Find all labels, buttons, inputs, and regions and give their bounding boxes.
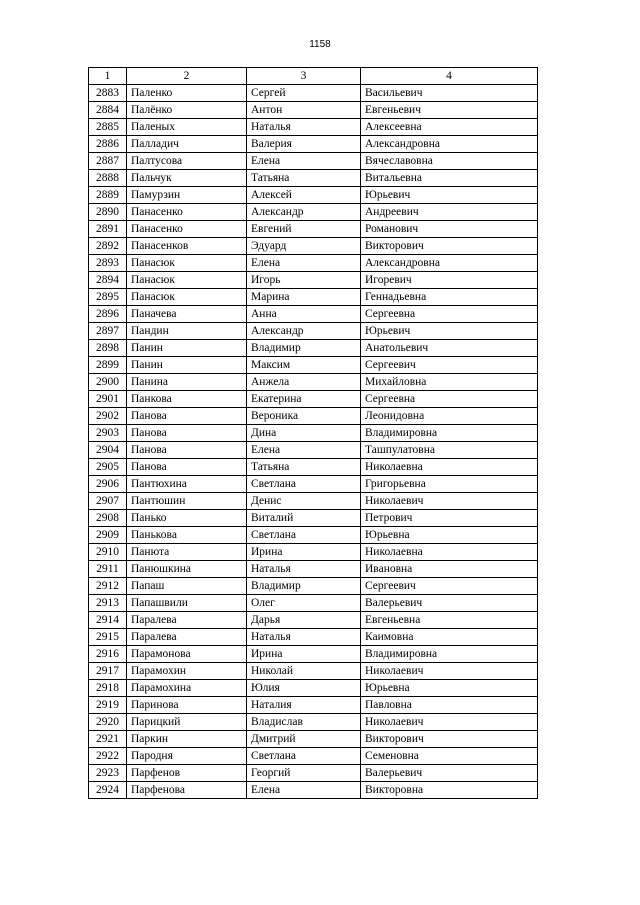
row-number-cell: 2890 <box>89 204 127 221</box>
patronymic-cell: Андреевич <box>361 204 538 221</box>
first-name-cell: Александр <box>247 204 361 221</box>
patronymic-cell: Викторович <box>361 238 538 255</box>
row-number-cell: 2909 <box>89 527 127 544</box>
header-row <box>89 68 538 85</box>
first-name-cell: Эдуард <box>247 238 361 255</box>
patronymic-cell: Павловна <box>361 697 538 714</box>
table-row <box>89 170 538 187</box>
table-row <box>89 748 538 765</box>
patronymic-cell: Евгеньевич <box>361 102 538 119</box>
row-number-cell: 2884 <box>89 102 127 119</box>
table-row <box>89 561 538 578</box>
patronymic-cell: Михайловна <box>361 374 538 391</box>
row-number-cell: 2902 <box>89 408 127 425</box>
table-row <box>89 731 538 748</box>
last-name-cell: Панин <box>127 357 247 374</box>
first-name-cell: Игорь <box>247 272 361 289</box>
last-name-cell: Паленко <box>127 85 247 102</box>
last-name-cell: Паралева <box>127 612 247 629</box>
first-name-cell: Денис <box>247 493 361 510</box>
table-row <box>89 612 538 629</box>
row-number-cell: 2885 <box>89 119 127 136</box>
last-name-cell: Памурзин <box>127 187 247 204</box>
table-row <box>89 238 538 255</box>
last-name-cell: Пантюшин <box>127 493 247 510</box>
last-name-cell: Панина <box>127 374 247 391</box>
patronymic-cell: Александровна <box>361 255 538 272</box>
first-name-cell: Валерия <box>247 136 361 153</box>
table-row <box>89 493 538 510</box>
first-name-cell: Елена <box>247 153 361 170</box>
table-row <box>89 272 538 289</box>
first-name-cell: Георгий <box>247 765 361 782</box>
last-name-cell: Панова <box>127 425 247 442</box>
last-name-cell: Панасенко <box>127 221 247 238</box>
first-name-cell: Алексей <box>247 187 361 204</box>
row-number-cell: 2889 <box>89 187 127 204</box>
table-row <box>89 510 538 527</box>
table-row <box>89 306 538 323</box>
row-number-cell: 2892 <box>89 238 127 255</box>
patronymic-cell: Сергеевна <box>361 391 538 408</box>
table-row <box>89 697 538 714</box>
table-row <box>89 680 538 697</box>
patronymic-cell: Анатольевич <box>361 340 538 357</box>
last-name-cell: Панасюк <box>127 289 247 306</box>
first-name-cell: Светлана <box>247 476 361 493</box>
first-name-cell: Николай <box>247 663 361 680</box>
table-row <box>89 357 538 374</box>
last-name-cell: Пандин <box>127 323 247 340</box>
table-row <box>89 85 538 102</box>
patronymic-cell: Валерьевич <box>361 765 538 782</box>
last-name-cell: Панкова <box>127 391 247 408</box>
first-name-cell: Наталья <box>247 561 361 578</box>
patronymic-cell: Николаевич <box>361 663 538 680</box>
table-row <box>89 476 538 493</box>
first-name-cell: Владимир <box>247 578 361 595</box>
patronymic-cell: Васильевич <box>361 85 538 102</box>
last-name-cell: Парамонова <box>127 646 247 663</box>
table-header <box>89 68 538 85</box>
table-row <box>89 391 538 408</box>
row-number-cell: 2920 <box>89 714 127 731</box>
last-name-cell: Пантюхина <box>127 476 247 493</box>
first-name-cell: Вероника <box>247 408 361 425</box>
patronymic-cell: Валерьевич <box>361 595 538 612</box>
row-number-cell: 2896 <box>89 306 127 323</box>
patronymic-cell: Владимировна <box>361 646 538 663</box>
table-row <box>89 221 538 238</box>
row-number-cell: 2901 <box>89 391 127 408</box>
first-name-cell: Елена <box>247 255 361 272</box>
patronymic-cell: Леонидовна <box>361 408 538 425</box>
first-name-cell: Дина <box>247 425 361 442</box>
table-row <box>89 425 538 442</box>
patronymic-cell: Григорьевна <box>361 476 538 493</box>
last-name-cell: Парицкий <box>127 714 247 731</box>
row-number-cell: 2918 <box>89 680 127 697</box>
first-name-cell: Владимир <box>247 340 361 357</box>
row-number-cell: 2919 <box>89 697 127 714</box>
patronymic-cell: Николаевна <box>361 544 538 561</box>
first-name-cell: Дарья <box>247 612 361 629</box>
row-number-cell: 2891 <box>89 221 127 238</box>
patronymic-cell: Сергеевич <box>361 578 538 595</box>
last-name-cell: Панько <box>127 510 247 527</box>
last-name-cell: Панова <box>127 442 247 459</box>
table-row <box>89 204 538 221</box>
first-name-cell: Максим <box>247 357 361 374</box>
patronymic-cell: Юрьевна <box>361 527 538 544</box>
row-number-cell: 2908 <box>89 510 127 527</box>
table-row <box>89 408 538 425</box>
first-name-cell: Виталий <box>247 510 361 527</box>
last-name-cell: Панькова <box>127 527 247 544</box>
row-number-cell: 2913 <box>89 595 127 612</box>
last-name-cell: Паначева <box>127 306 247 323</box>
row-number-cell: 2894 <box>89 272 127 289</box>
patronymic-cell: Николаевна <box>361 459 538 476</box>
last-name-cell: Папашвили <box>127 595 247 612</box>
row-number-cell: 2899 <box>89 357 127 374</box>
first-name-cell: Антон <box>247 102 361 119</box>
first-name-cell: Анна <box>247 306 361 323</box>
first-name-cell: Ирина <box>247 646 361 663</box>
first-name-cell: Марина <box>247 289 361 306</box>
row-number-cell: 2916 <box>89 646 127 663</box>
last-name-cell: Паленых <box>127 119 247 136</box>
table-body <box>89 85 538 799</box>
first-name-cell: Наталья <box>247 629 361 646</box>
table-row <box>89 289 538 306</box>
table-row <box>89 323 538 340</box>
patronymic-cell: Николаевич <box>361 714 538 731</box>
row-number-cell: 2921 <box>89 731 127 748</box>
patronymic-cell: Юрьевич <box>361 187 538 204</box>
column-header-number: 1 <box>89 68 127 85</box>
row-number-cell: 2923 <box>89 765 127 782</box>
row-number-cell: 2912 <box>89 578 127 595</box>
first-name-cell: Сергей <box>247 85 361 102</box>
row-number-cell: 2888 <box>89 170 127 187</box>
table-row <box>89 782 538 799</box>
patronymic-cell: Каимовна <box>361 629 538 646</box>
table-row <box>89 136 538 153</box>
last-name-cell: Парамохина <box>127 680 247 697</box>
row-number-cell: 2911 <box>89 561 127 578</box>
first-name-cell: Наталья <box>247 119 361 136</box>
last-name-cell: Палладич <box>127 136 247 153</box>
first-name-cell: Татьяна <box>247 459 361 476</box>
last-name-cell: Панюшкина <box>127 561 247 578</box>
last-name-cell: Панасюк <box>127 272 247 289</box>
row-number-cell: 2905 <box>89 459 127 476</box>
table-row <box>89 595 538 612</box>
row-number-cell: 2914 <box>89 612 127 629</box>
table-row <box>89 663 538 680</box>
row-number-cell: 2917 <box>89 663 127 680</box>
first-name-cell: Светлана <box>247 527 361 544</box>
last-name-cell: Панова <box>127 459 247 476</box>
first-name-cell: Наталия <box>247 697 361 714</box>
last-name-cell: Паркин <box>127 731 247 748</box>
first-name-cell: Дмитрий <box>247 731 361 748</box>
row-number-cell: 2915 <box>89 629 127 646</box>
register-table <box>88 67 538 799</box>
last-name-cell: Панасюк <box>127 255 247 272</box>
table-row <box>89 629 538 646</box>
row-number-cell: 2897 <box>89 323 127 340</box>
column-header-patronymic: 4 <box>361 68 538 85</box>
column-header-first-name: 3 <box>247 68 361 85</box>
table-row <box>89 442 538 459</box>
patronymic-cell: Петрович <box>361 510 538 527</box>
last-name-cell: Панасенко <box>127 204 247 221</box>
last-name-cell: Панюта <box>127 544 247 561</box>
row-number-cell: 2910 <box>89 544 127 561</box>
last-name-cell: Парфенов <box>127 765 247 782</box>
table-row <box>89 153 538 170</box>
page-number: 1158 <box>309 39 331 50</box>
row-number-cell: 2898 <box>89 340 127 357</box>
table-row <box>89 646 538 663</box>
patronymic-cell: Евгеньевна <box>361 612 538 629</box>
row-number-cell: 2906 <box>89 476 127 493</box>
patronymic-cell: Викторовна <box>361 782 538 799</box>
patronymic-cell: Романович <box>361 221 538 238</box>
first-name-cell: Владислав <box>247 714 361 731</box>
row-number-cell: 2922 <box>89 748 127 765</box>
last-name-cell: Панова <box>127 408 247 425</box>
table-row <box>89 340 538 357</box>
first-name-cell: Екатерина <box>247 391 361 408</box>
table-row <box>89 374 538 391</box>
patronymic-cell: Вячеславовна <box>361 153 538 170</box>
column-header-last-name: 2 <box>127 68 247 85</box>
patronymic-cell: Семеновна <box>361 748 538 765</box>
last-name-cell: Папаш <box>127 578 247 595</box>
patronymic-cell: Викторович <box>361 731 538 748</box>
patronymic-cell: Алексеевна <box>361 119 538 136</box>
row-number-cell: 2900 <box>89 374 127 391</box>
last-name-cell: Пародня <box>127 748 247 765</box>
last-name-cell: Паралева <box>127 629 247 646</box>
table-row <box>89 578 538 595</box>
table-row <box>89 459 538 476</box>
last-name-cell: Палёнко <box>127 102 247 119</box>
table-row <box>89 102 538 119</box>
last-name-cell: Панин <box>127 340 247 357</box>
patronymic-cell: Геннадьевна <box>361 289 538 306</box>
first-name-cell: Елена <box>247 782 361 799</box>
row-number-cell: 2907 <box>89 493 127 510</box>
first-name-cell: Евгений <box>247 221 361 238</box>
row-number-cell: 2886 <box>89 136 127 153</box>
last-name-cell: Палтусова <box>127 153 247 170</box>
first-name-cell: Юлия <box>247 680 361 697</box>
first-name-cell: Александр <box>247 323 361 340</box>
row-number-cell: 2883 <box>89 85 127 102</box>
last-name-cell: Паринова <box>127 697 247 714</box>
patronymic-cell: Ивановна <box>361 561 538 578</box>
first-name-cell: Анжела <box>247 374 361 391</box>
last-name-cell: Панасенков <box>127 238 247 255</box>
patronymic-cell: Владимировна <box>361 425 538 442</box>
row-number-cell: 2887 <box>89 153 127 170</box>
first-name-cell: Олег <box>247 595 361 612</box>
row-number-cell: 2904 <box>89 442 127 459</box>
first-name-cell: Татьяна <box>247 170 361 187</box>
last-name-cell: Пальчук <box>127 170 247 187</box>
table-row <box>89 714 538 731</box>
table-row <box>89 527 538 544</box>
patronymic-cell: Игоревич <box>361 272 538 289</box>
first-name-cell: Елена <box>247 442 361 459</box>
patronymic-cell: Юрьевна <box>361 680 538 697</box>
last-name-cell: Парамохин <box>127 663 247 680</box>
table-row <box>89 255 538 272</box>
row-number-cell: 2903 <box>89 425 127 442</box>
patronymic-cell: Александровна <box>361 136 538 153</box>
first-name-cell: Ирина <box>247 544 361 561</box>
patronymic-cell: Юрьевич <box>361 323 538 340</box>
patronymic-cell: Сергеевна <box>361 306 538 323</box>
first-name-cell: Светлана <box>247 748 361 765</box>
table-row <box>89 765 538 782</box>
last-name-cell: Парфенова <box>127 782 247 799</box>
table-row <box>89 544 538 561</box>
patronymic-cell: Витальевна <box>361 170 538 187</box>
table-row <box>89 119 538 136</box>
patronymic-cell: Николаевич <box>361 493 538 510</box>
row-number-cell: 2895 <box>89 289 127 306</box>
patronymic-cell: Сергеевич <box>361 357 538 374</box>
row-number-cell: 2893 <box>89 255 127 272</box>
table-row <box>89 187 538 204</box>
row-number-cell: 2924 <box>89 782 127 799</box>
patronymic-cell: Ташпулатовна <box>361 442 538 459</box>
